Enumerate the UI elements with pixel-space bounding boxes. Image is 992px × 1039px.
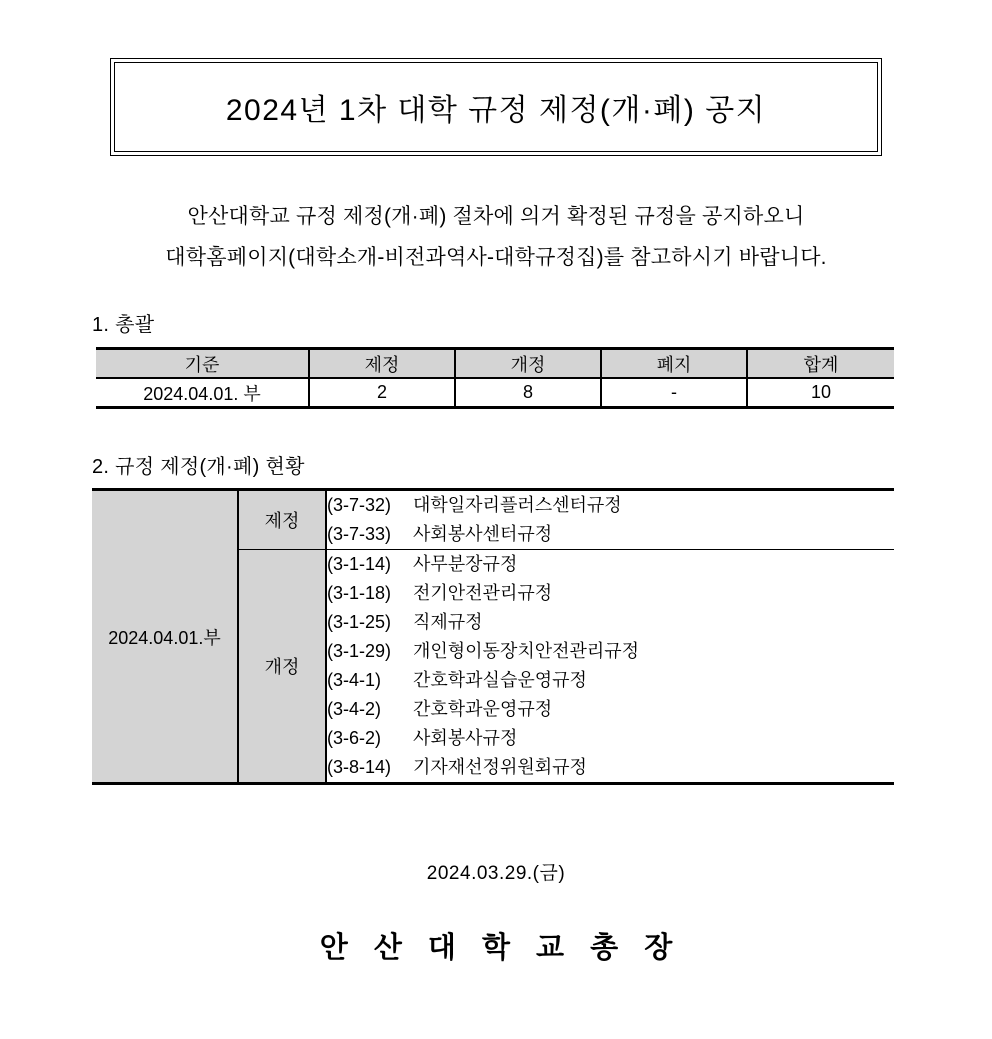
table-row [92,490,894,550]
detail-kind-cell-amended: 개정 [238,550,326,784]
summary-col-header-1: 제정 [309,349,455,379]
regulation-name: 전기안전관리규정 [413,583,553,603]
table-row [96,378,894,408]
list-item [327,666,894,695]
regulation-code: (3-1-25) [327,612,392,632]
footer-signature: 안 산 대 학 교 총 장 [319,932,682,964]
regulation-name: 직제규정 [413,612,483,632]
regulation-name: 간호학과실습운영규정 [413,670,587,690]
summary-cell-abolished: - [601,378,747,408]
summary-table-body [96,378,894,408]
intro-paragraph [96,196,896,278]
regulation-code: (3-1-14) [327,554,392,574]
regulation-name: 사회봉사규정 [413,728,518,748]
regulation-code: (3-4-1) [327,670,382,690]
summary-cell-new: 2 [309,378,455,408]
regulation-code: (3-7-32) [327,495,392,515]
regulation-name: 개인형이동장치안전관리규정 [413,641,640,661]
intro-line-1: 안산대학교 규정 제정(개·폐) 절차에 의거 확정된 규정을 공지하오니 [187,205,805,228]
detail-list-cell-new [326,490,894,550]
intro-line-2: 대학홈페이지(대학소개-비전과역사-대학규정집)를 참고하시기 바랍니다. [165,246,827,269]
summary-cell-total: 10 [747,378,894,408]
detail-kind-cell-new: 제정 [238,490,326,550]
page-title: 2024년 1차 대학 규정 제정(개·폐) 공지 [225,94,767,127]
summary-table [96,347,894,409]
footer-date: 2024.03.29.(금) [426,863,566,884]
list-item [327,520,894,549]
detail-table [92,488,894,785]
summary-table-head [96,349,894,379]
list-item [327,695,894,724]
list-item [327,724,894,753]
regulation-name: 사무분장규정 [413,554,518,574]
list-item [327,637,894,666]
detail-list-cell-amended [326,550,894,784]
list-item [327,753,894,782]
detail-base-date-cell: 2024.04.01.부 [92,490,238,784]
regulation-code: (3-1-18) [327,583,392,603]
regulation-code: (3-7-33) [327,524,392,544]
list-item [327,579,894,608]
section-1-heading: 1. 총괄 [92,314,155,336]
list-item [327,491,894,520]
summary-col-header-4: 합계 [747,349,894,379]
regulation-name: 기자재선정위원회규정 [413,757,587,777]
regulation-code: (3-6-2) [327,728,382,748]
regulation-code: (3-8-14) [327,757,392,777]
regulation-name: 간호학과운영규정 [413,699,553,719]
title-frame-inner [114,62,878,152]
regulation-name: 사회봉사센터규정 [413,524,553,544]
summary-col-header-2: 개정 [455,349,601,379]
title-frame [110,58,882,156]
list-item [327,550,894,579]
summary-col-header-3: 폐지 [601,349,747,379]
summary-col-header-0: 기준 [96,349,309,379]
regulation-name: 대학일자리플러스센터규정 [413,495,622,515]
list-item [327,608,894,637]
detail-table-body [92,490,894,784]
regulation-code: (3-1-29) [327,641,392,661]
regulation-code: (3-4-2) [327,699,382,719]
section-2-heading: 2. 규정 제정(개·폐) 현황 [92,456,305,478]
summary-cell-base: 2024.04.01. 부 [96,378,309,408]
summary-header-row [96,349,894,379]
summary-cell-amended: 8 [455,378,601,408]
